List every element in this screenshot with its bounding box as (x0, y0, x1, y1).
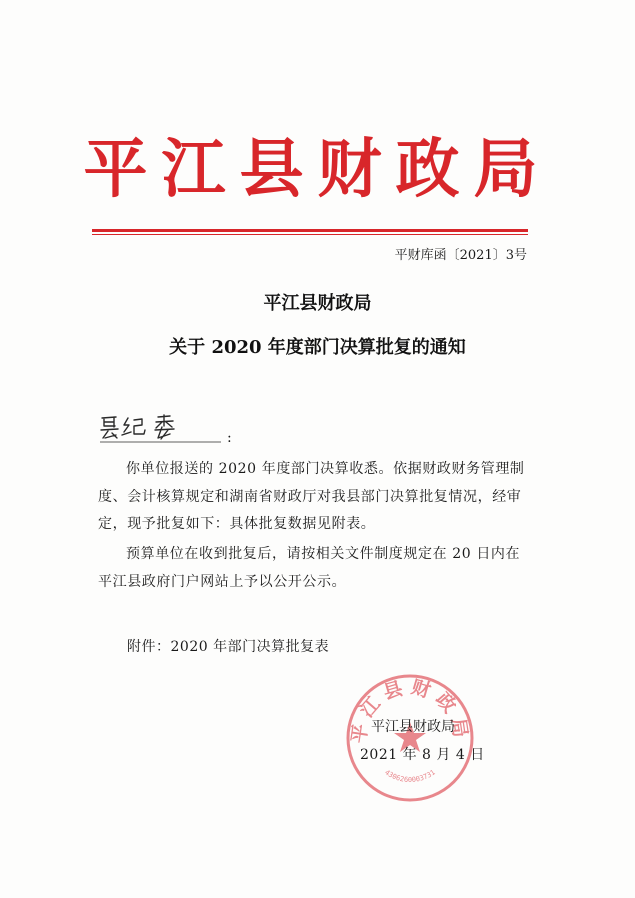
seal-number: 4306260003731 (383, 768, 437, 784)
attachment-line: 附件：2020 年部门决算批复表 (127, 639, 330, 655)
official-seal-stamp (342, 670, 478, 806)
seal-text: 平江县财政局 (347, 675, 473, 745)
notice-title-line1: 平江县财政局 (263, 293, 372, 314)
body-paragraph-1: 你单位报送的 2020 年度部门决算收悉。依据财政财务管理制度、会计核算规定和湖南省财政厅对我县部门决算批复情况，经审定，现予批复如下：具体批复数据见附表。 (98, 461, 525, 532)
handwritten-signature-graphic (98, 412, 223, 444)
letterhead-rule-thick (92, 229, 528, 232)
letterhead-title: 平江县财政局 (83, 132, 552, 207)
letterhead-rule-thin (92, 234, 528, 235)
signature-date: 2021 年 8 月 4 日 (360, 747, 485, 763)
addressee-handwritten (98, 412, 223, 444)
document-number: 平财库函〔2021〕3号 (394, 248, 527, 263)
signer-name: 平江县财政局 (371, 719, 455, 735)
svg-text:4306260003731 (383, 768, 436, 784)
notice-title-line2: 关于 2020 年度部门决算批复的通知 (169, 337, 466, 358)
body-paragraph-2: 预算单位在收到批复后，请按相关文件制度规定在 20 日内在平江县政府门户网站上予以公开公示。 (98, 546, 521, 590)
addressee-colon: : (227, 430, 232, 446)
